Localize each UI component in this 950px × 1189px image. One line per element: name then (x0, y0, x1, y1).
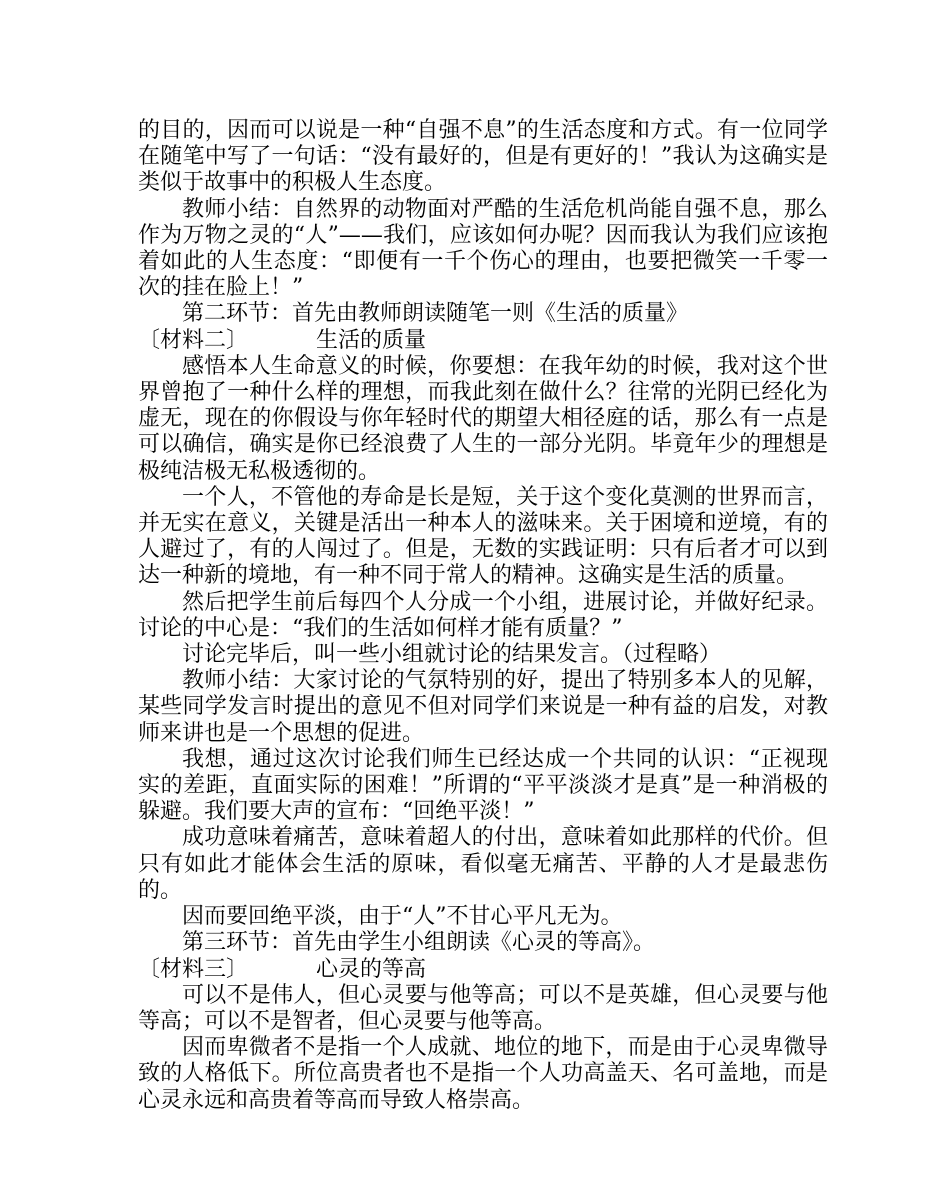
paragraph-section-three: 第三环节：首先由学生小组朗读《心灵的等高》。 (182, 930, 656, 956)
paragraph-material-two-2: 一个人，不管他的寿命是长是短，关于这个变化莫测的世界而言，并无实在意义，关键是活出一种本人的滋味来。关于困境和逆境，有的人避过了，有的人闯过了。但是，无数的实践证明：只有后者才可以到达一种新的境地，有一种不同于常人的精神。这确实是生活的质量。 (138, 484, 828, 589)
paragraph-common-view: 我想，通过这次讨论我们师生已经达成一个共同的认识：“正视现实的差距，直面实际的困难！”所谓的“平平淡淡才是真”是一种消极的躲避。我们要大声的宣布：“回绝平淡！” (138, 746, 828, 825)
paragraph-material-three-2: 因而卑微者不是指一个人成就、地位的地下，而是由于心灵卑微导致的人格低下。所位高贵者也不是指一个人功高盖天、名可盖地，而是心灵永远和高贵着等高而导致人格崇高。 (138, 1035, 828, 1113)
paragraph-teacher-summary-1: 教师小结：自然界的动物面对严酷的生活危机尚能自强不息，那么作为万物之灵的“人”——我们，应该如何办呢？因而我认为我们应该抱着如此的人生态度：“即便有一千个伤心的理由，也要把微笑一千零一次的挂在脸上！” (138, 196, 828, 301)
paragraph-success: 成功意味着痛苦，意味着超人的付出，意味着如此那样的代价。但只有如此才能体会生活的原味，看似毫无痛苦、平静的人才是最悲伤的。 (138, 825, 828, 903)
material-three-heading (138, 957, 828, 983)
paragraph-material-three-1: 可以不是伟人，但心灵要与他等高；可以不是英雄，但心灵要与他等高；可以不是智者，但心灵要与他等高。 (138, 982, 828, 1034)
paragraph-teacher-summary-2: 教师小结：大家讨论的气氛特别的好，提出了特别多本人的见解，某些同学发言时提出的意见不但对同学们来说是一种有益的启发，对教师来讲也是一个思想的促进。 (138, 668, 828, 746)
material-three-label: 〔材料三〕 (138, 956, 249, 982)
material-three-title: 心灵的等高 (316, 956, 427, 982)
paragraph-discussion-result: 讨论完毕后，叫一些小组就讨论的结果发言。（过程略） (182, 642, 722, 668)
material-two-title: 生活的质量 (316, 327, 427, 353)
document-page (138, 118, 828, 1114)
paragraph-section-two: 第二环节：首先由教师朗读随笔一则《生活的质量》 (182, 301, 689, 327)
paragraph-continuation: 的目的，因而可以说是一种“自强不息”的生活态度和方式。有一位同学在随笔中写了一句话：“没有最好的，但是有更好的！”我认为这确实是类似于故事中的积极人生态度。 (138, 118, 828, 196)
paragraph-material-two-1: 感悟本人生命意义的时候，你要想：在我年幼的时候，我对这个世界曾抱了一种什么样的理想，而我此刻在做什么？往常的光阴已经化为虚无，现在的你假设与你年轻时代的期望大相径庭的话，那么有一点是可以确信，确实是你已经浪费了人生的一部分光阴。毕竟年少的理想是极纯洁极无私极透彻的。 (138, 353, 828, 484)
paragraph-reject-mediocrity: 因而要回绝平淡，由于“人”不甘心平凡无为。 (182, 904, 623, 930)
material-two-label: 〔材料二〕 (138, 327, 249, 353)
paragraph-group-discussion: 然后把学生前后每四个人分成一个小组，进展讨论，并做好纪录。讨论的中心是：“我们的生活如何样才能有质量？” (138, 589, 828, 641)
material-two-heading (138, 328, 828, 354)
